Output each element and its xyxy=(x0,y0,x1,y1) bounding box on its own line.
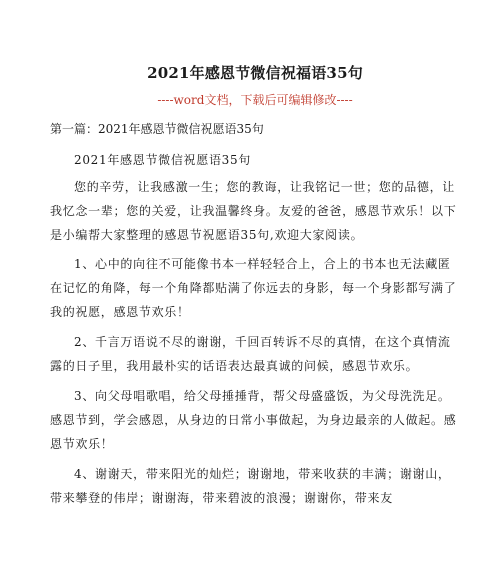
document-subtitle: ----word文档，下载后可编辑修改---- xyxy=(157,93,353,107)
paragraph-1: 1、心中的向往不可能像书本一样轻轻合上，合上的书本也无法藏匿在记忆的角降，每一个角降都贴满了你远去的身影，每一个身影都写满了我的祝愿，感恩节欢乐！ xyxy=(50,257,457,319)
article-heading: 2021年感恩节微信祝愿语35句 xyxy=(74,153,252,167)
paragraph-2: 2、千言万语说不尽的谢谢，千回百转诉不尽的真情，在这个真情流露的日子里，我用最朴实的话语表达最真诚的问候，感恩节欢乐。 xyxy=(50,335,451,373)
paragraph-3: 3、向父母唱歌唱，给父母捶捶背，帮父母盛盛饭，为父母洗洗足。感恩节到，学会感恩，从身边的日常小事做起，为身边最亲的人做起。感恩节欢乐！ xyxy=(50,389,457,451)
section-title: 第一篇：2021年感恩节微信祝愿语35句 xyxy=(50,122,264,136)
paragraph-4: 4、谢谢天，带来阳光的灿烂；谢谢地，带来收获的丰满；谢谢山，带来攀登的伟岸；谢谢海，带来碧波的浪漫；谢谢你，带来友 xyxy=(50,467,451,505)
document-title: 2021年感恩节微信祝福语35句 xyxy=(147,64,363,82)
paragraph-intro: 您的辛劳，让我感激一生；您的教诲，让我铭记一世；您的品德，让我忆念一辈；您的关爱，让我温馨终身。友爱的爸爸，感恩节欢乐！以下是小编帮大家整理的感恩节祝愿语35句,欢迎大家阅读。 xyxy=(50,180,457,242)
